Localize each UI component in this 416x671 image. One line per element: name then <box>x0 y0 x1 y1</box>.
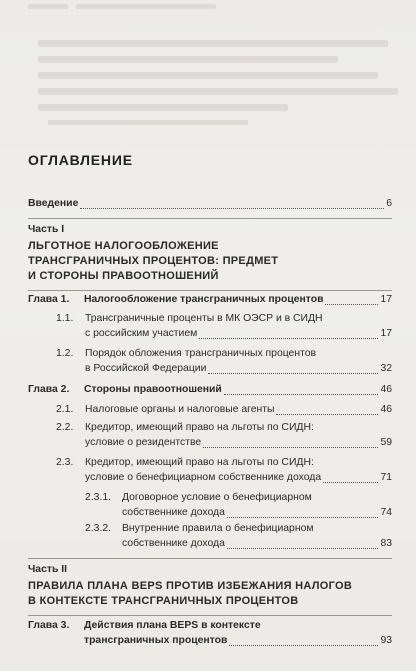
dot-leader <box>229 645 378 646</box>
part1-title-line-1: ЛЬГОТНОЕ НАЛОГООБЛОЖЕНИЕ <box>28 240 219 252</box>
dot-leader <box>323 482 378 483</box>
chapter-2-label: Глава 2. <box>28 384 70 395</box>
show-through-line <box>48 120 248 125</box>
show-through-area <box>28 0 404 128</box>
section-2-1-page: 46 <box>380 404 392 415</box>
toc-entry-section-2-1[interactable] <box>85 403 392 418</box>
toc-entry-subsection-2-3-1[interactable] <box>122 506 392 521</box>
toc-entry-intro[interactable] <box>28 197 392 212</box>
chapter-1-title: Налогообложение трансграничных процентов <box>84 294 324 305</box>
show-through-line <box>76 4 216 9</box>
section-2-2-line-1: Кредитор, имеющий право на льготы по СИДН: <box>85 422 314 433</box>
divider <box>28 558 392 559</box>
section-1-2-line-2: в Российской Федерации <box>85 363 207 374</box>
chapter-3-page: 93 <box>380 635 392 646</box>
section-1-2-line-1: Порядок обложения трансграничных процентов <box>85 348 317 359</box>
toc-entry-chapter-2[interactable] <box>28 383 392 398</box>
toc-entry-section-2-3[interactable] <box>85 471 392 486</box>
section-1-1-line-1: Трансграничные проценты в МК ОЭСР и в СИДН <box>85 313 323 324</box>
chapter-3-label: Глава 3. <box>28 620 70 631</box>
section-2-3-line-2: условие о бенефициарном собственнике дохода <box>85 472 322 483</box>
chapter-3-title-line-1: Действия плана BEPS в контексте <box>84 620 261 631</box>
part2-label: Часть II <box>28 564 67 575</box>
subsection-2-3-1-line-2: собственнике дохода <box>122 507 225 518</box>
section-2-3-number: 2.3. <box>56 457 74 468</box>
intro-page: 6 <box>386 198 392 209</box>
chapter-2-page: 46 <box>380 384 392 395</box>
toc-entry-section-1-2[interactable] <box>85 362 392 377</box>
section-1-1-line-2: с российским участием <box>85 328 198 339</box>
dot-leader <box>199 338 378 339</box>
divider <box>28 290 392 291</box>
dot-leader <box>203 447 378 448</box>
toc-entry-chapter-3[interactable] <box>84 634 392 649</box>
toc-heading: ОГЛАВЛЕНИЕ <box>28 152 133 168</box>
chapter-2-title: Стороны правоотношений <box>84 384 222 395</box>
part2-title-line-1: ПРАВИЛА ПЛАНА BEPS ПРОТИВ ИЗБЕЖАНИЯ НАЛОГОВ <box>28 580 353 592</box>
dot-leader <box>80 208 384 209</box>
show-through-line <box>38 72 378 79</box>
chapter-1-page: 17 <box>380 294 392 305</box>
divider <box>28 615 392 616</box>
subsection-2-3-2-line-1: Внутренние правила о бенефициарном <box>122 523 314 534</box>
subsection-2-3-1-line-1: Договорное условие о бенефициарном <box>122 492 312 503</box>
section-2-2-page: 59 <box>380 437 392 448</box>
subsection-2-3-1-page: 74 <box>380 507 392 518</box>
section-2-2-line-2: условие о резидентстве <box>85 437 202 448</box>
show-through-line <box>38 40 388 47</box>
part1-title-line-3: И СТОРОНЫ ПРАВООТНОШЕНИЙ <box>28 270 219 282</box>
section-1-2-page: 32 <box>380 363 392 374</box>
intro-title: Введение <box>28 198 79 209</box>
chapter-1-label: Глава 1. <box>28 294 70 305</box>
section-2-1-line-1: Налоговые органы и налоговые агенты <box>85 404 275 415</box>
toc-entry-chapter-1[interactable] <box>28 293 392 308</box>
show-through-line <box>38 88 398 95</box>
divider <box>28 218 392 219</box>
section-2-3-line-1: Кредитор, имеющий право на льготы по СИДН: <box>85 457 314 468</box>
toc-entry-section-1-1[interactable] <box>85 327 392 342</box>
toc-entry-subsection-2-3-2[interactable] <box>122 537 392 552</box>
section-2-2-number: 2.2. <box>56 422 74 433</box>
section-1-2-number: 1.2. <box>56 348 74 359</box>
dot-leader <box>208 373 378 374</box>
section-1-1-page: 17 <box>380 328 392 339</box>
dot-leader <box>227 548 379 549</box>
subsection-2-3-2-line-2: собственнике дохода <box>122 538 225 549</box>
dot-leader <box>224 394 379 395</box>
dot-leader <box>325 304 378 305</box>
subsection-2-3-2-number: 2.3.2. <box>85 523 111 534</box>
show-through-line <box>28 4 68 9</box>
section-1-1-number: 1.1. <box>56 313 74 324</box>
chapter-3-title-line-2: трансграничных процентов <box>84 635 228 646</box>
show-through-line <box>38 56 338 63</box>
section-2-1-number: 2.1. <box>56 404 74 415</box>
dot-leader <box>276 414 378 415</box>
section-2-3-page: 71 <box>380 472 392 483</box>
part2-title-line-2: В КОНТЕКСТЕ ТРАНСГРАНИЧНЫХ ПРОЦЕНТОВ <box>28 595 299 607</box>
dot-leader <box>227 517 379 518</box>
part1-title-line-2: ТРАНСГРАНИЧНЫХ ПРОЦЕНТОВ: ПРЕДМЕТ <box>28 255 279 267</box>
subsection-2-3-2-page: 83 <box>380 538 392 549</box>
subsection-2-3-1-number: 2.3.1. <box>85 492 111 503</box>
part1-label: Часть I <box>28 224 65 235</box>
show-through-line <box>38 104 288 111</box>
toc-entry-section-2-2[interactable] <box>85 436 392 451</box>
